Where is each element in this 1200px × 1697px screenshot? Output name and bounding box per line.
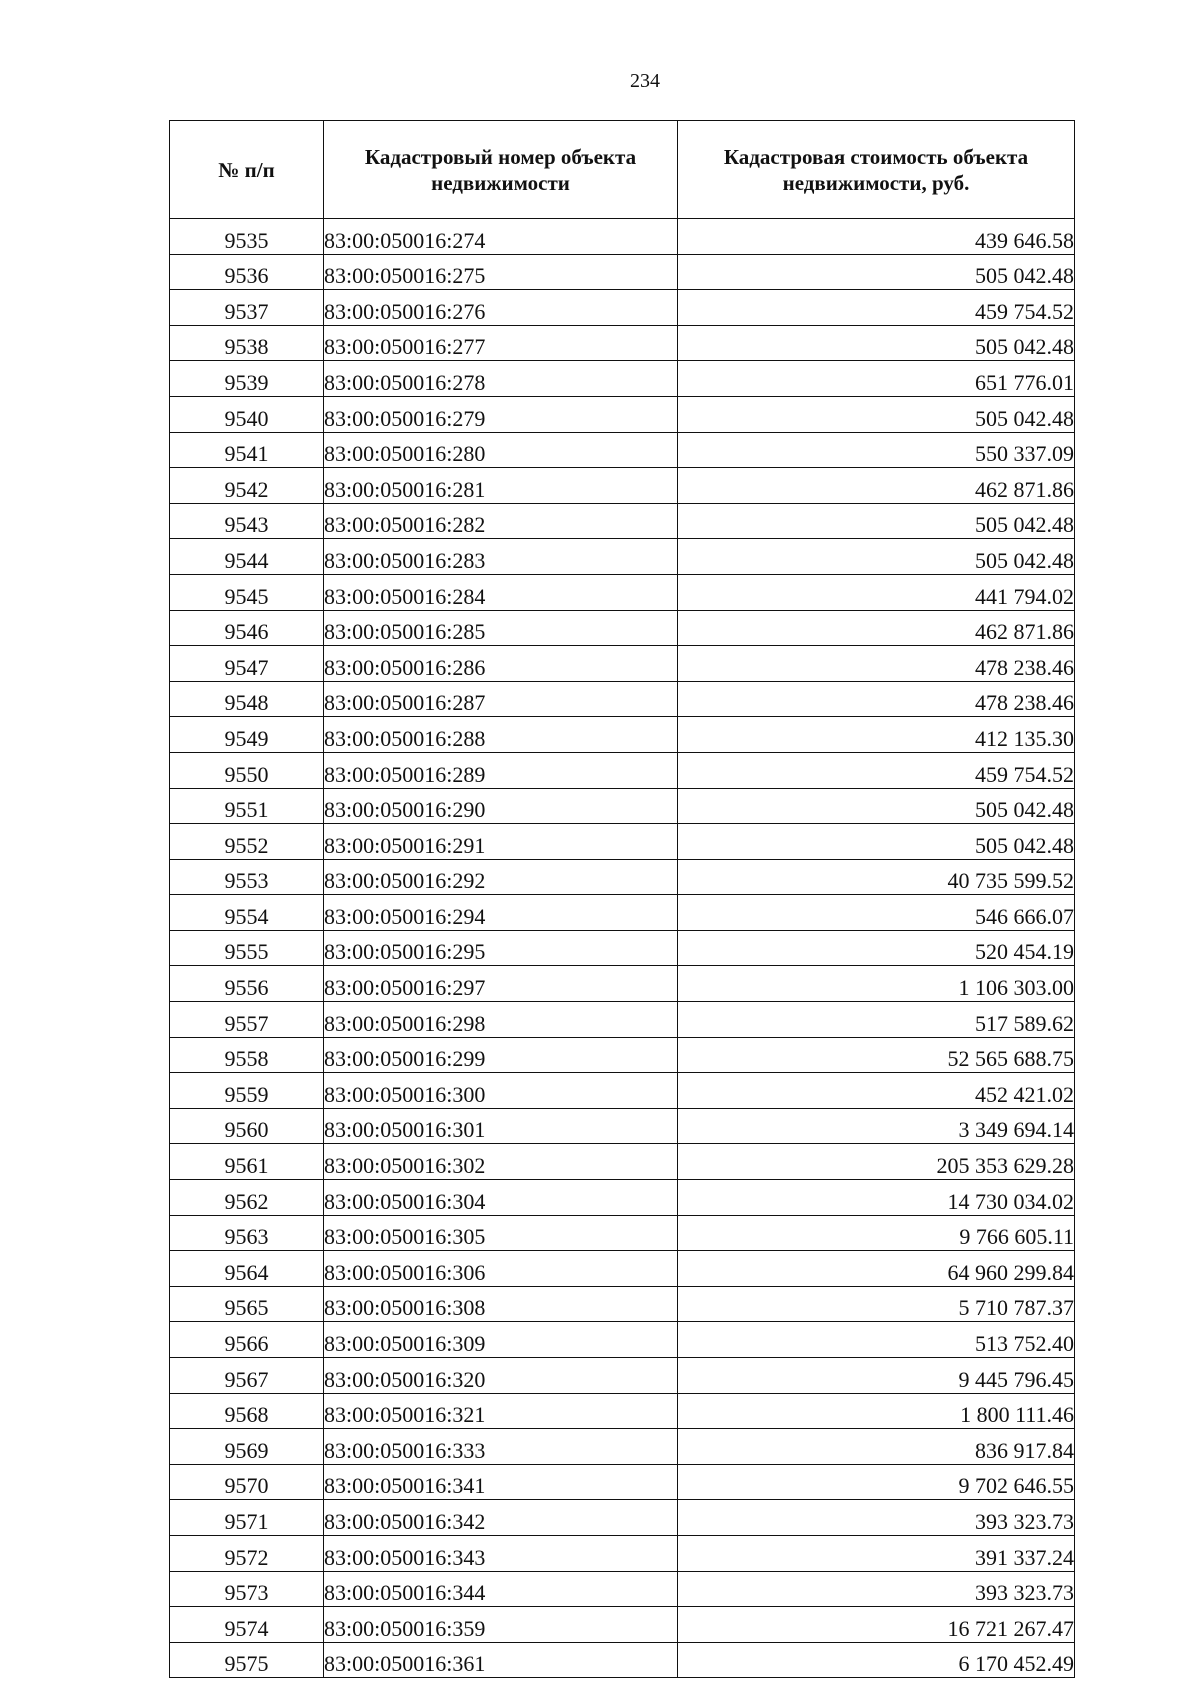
row-cadastral-value: 505 042.48 [678, 396, 1075, 432]
table-row [170, 1322, 1075, 1358]
row-cadastral-number: 83:00:050016:277 [324, 325, 678, 361]
row-cadastral-number: 83:00:050016:287 [324, 681, 678, 717]
table-row [170, 895, 1075, 931]
header-row [170, 121, 1075, 219]
table-row [170, 752, 1075, 788]
row-cadastral-number: 83:00:050016:283 [324, 539, 678, 575]
row-cadastral-value: 546 666.07 [678, 895, 1075, 931]
row-cadastral-number: 83:00:050016:289 [324, 752, 678, 788]
row-cadastral-value: 459 754.52 [678, 752, 1075, 788]
row-number: 9557 [170, 1002, 324, 1038]
row-cadastral-number: 83:00:050016:304 [324, 1180, 678, 1216]
row-number: 9544 [170, 539, 324, 575]
row-cadastral-number: 83:00:050016:282 [324, 503, 678, 539]
row-cadastral-value: 1 106 303.00 [678, 966, 1075, 1002]
row-number: 9566 [170, 1322, 324, 1358]
row-cadastral-number: 83:00:050016:290 [324, 788, 678, 824]
row-number: 9564 [170, 1251, 324, 1287]
row-cadastral-number: 83:00:050016:285 [324, 610, 678, 646]
row-number: 9539 [170, 361, 324, 397]
row-cadastral-value: 517 589.62 [678, 1002, 1075, 1038]
row-number: 9538 [170, 325, 324, 361]
row-cadastral-value: 64 960 299.84 [678, 1251, 1075, 1287]
table-row [170, 1037, 1075, 1073]
row-number: 9569 [170, 1429, 324, 1465]
table-row [170, 1358, 1075, 1394]
row-number: 9567 [170, 1358, 324, 1394]
row-number: 9554 [170, 895, 324, 931]
table-row [170, 503, 1075, 539]
row-number: 9545 [170, 574, 324, 610]
row-number: 9573 [170, 1571, 324, 1607]
row-number: 9549 [170, 717, 324, 753]
row-cadastral-value: 513 752.40 [678, 1322, 1075, 1358]
table-row [170, 1251, 1075, 1287]
row-cadastral-number: 83:00:050016:276 [324, 290, 678, 326]
row-cadastral-value: 3 349 694.14 [678, 1108, 1075, 1144]
row-cadastral-number: 83:00:050016:284 [324, 574, 678, 610]
table-row [170, 966, 1075, 1002]
row-cadastral-number: 83:00:050016:302 [324, 1144, 678, 1180]
table-row [170, 930, 1075, 966]
row-number: 9568 [170, 1393, 324, 1429]
row-number: 9546 [170, 610, 324, 646]
row-cadastral-value: 393 323.73 [678, 1500, 1075, 1536]
row-cadastral-number: 83:00:050016:301 [324, 1108, 678, 1144]
row-cadastral-value: 459 754.52 [678, 290, 1075, 326]
row-number: 9536 [170, 254, 324, 290]
row-cadastral-value: 439 646.58 [678, 219, 1075, 255]
table-row [170, 1108, 1075, 1144]
row-cadastral-number: 83:00:050016:291 [324, 824, 678, 860]
row-cadastral-number: 83:00:050016:306 [324, 1251, 678, 1287]
row-cadastral-value: 40 735 599.52 [678, 859, 1075, 895]
row-number: 9535 [170, 219, 324, 255]
row-cadastral-number: 83:00:050016:344 [324, 1571, 678, 1607]
row-number: 9560 [170, 1108, 324, 1144]
row-cadastral-number: 83:00:050016:281 [324, 468, 678, 504]
row-number: 9548 [170, 681, 324, 717]
row-cadastral-number: 83:00:050016:361 [324, 1642, 678, 1678]
row-cadastral-number: 83:00:050016:298 [324, 1002, 678, 1038]
row-cadastral-value: 505 042.48 [678, 788, 1075, 824]
row-cadastral-value: 505 042.48 [678, 539, 1075, 575]
table-row [170, 1393, 1075, 1429]
row-cadastral-value: 9 702 646.55 [678, 1464, 1075, 1500]
table-row [170, 1180, 1075, 1216]
table-row [170, 468, 1075, 504]
table-row [170, 646, 1075, 682]
row-number: 9561 [170, 1144, 324, 1180]
row-cadastral-value: 651 776.01 [678, 361, 1075, 397]
table-row [170, 1607, 1075, 1643]
page-number: 234 [630, 70, 660, 92]
row-number: 9555 [170, 930, 324, 966]
row-cadastral-value: 52 565 688.75 [678, 1037, 1075, 1073]
row-number: 9575 [170, 1642, 324, 1678]
row-cadastral-value: 391 337.24 [678, 1535, 1075, 1571]
table-row [170, 788, 1075, 824]
table-row [170, 325, 1075, 361]
table-row [170, 574, 1075, 610]
row-cadastral-number: 83:00:050016:341 [324, 1464, 678, 1500]
table-row [170, 539, 1075, 575]
header-cadastral-value: Кадастровая стоимость объекта недвижимости, руб. [678, 121, 1075, 219]
row-cadastral-number: 83:00:050016:343 [324, 1535, 678, 1571]
row-cadastral-value: 452 421.02 [678, 1073, 1075, 1109]
row-cadastral-number: 83:00:050016:321 [324, 1393, 678, 1429]
header-num: № п/п [170, 121, 324, 219]
row-number: 9565 [170, 1286, 324, 1322]
row-number: 9537 [170, 290, 324, 326]
table-row [170, 1002, 1075, 1038]
row-cadastral-number: 83:00:050016:294 [324, 895, 678, 931]
row-number: 9541 [170, 432, 324, 468]
row-number: 9571 [170, 1500, 324, 1536]
row-number: 9547 [170, 646, 324, 682]
row-cadastral-number: 83:00:050016:275 [324, 254, 678, 290]
table-header [170, 121, 1075, 219]
table-row [170, 432, 1075, 468]
table-row [170, 824, 1075, 860]
table-row [170, 1144, 1075, 1180]
table-row [170, 610, 1075, 646]
table-row [170, 1571, 1075, 1607]
row-cadastral-number: 83:00:050016:308 [324, 1286, 678, 1322]
row-number: 9563 [170, 1215, 324, 1251]
table-row [170, 681, 1075, 717]
row-cadastral-number: 83:00:050016:320 [324, 1358, 678, 1394]
row-cadastral-value: 441 794.02 [678, 574, 1075, 610]
row-cadastral-number: 83:00:050016:295 [324, 930, 678, 966]
row-cadastral-value: 1 800 111.46 [678, 1393, 1075, 1429]
row-number: 9559 [170, 1073, 324, 1109]
table-row [170, 717, 1075, 753]
table-row [170, 219, 1075, 255]
row-cadastral-value: 14 730 034.02 [678, 1180, 1075, 1216]
table-row [170, 361, 1075, 397]
row-cadastral-value: 205 353 629.28 [678, 1144, 1075, 1180]
row-number: 9552 [170, 824, 324, 860]
row-cadastral-value: 462 871.86 [678, 468, 1075, 504]
row-cadastral-value: 505 042.48 [678, 824, 1075, 860]
table-row [170, 290, 1075, 326]
row-cadastral-number: 83:00:050016:342 [324, 1500, 678, 1536]
row-cadastral-value: 9 445 796.45 [678, 1358, 1075, 1394]
row-cadastral-value: 505 042.48 [678, 503, 1075, 539]
table-row [170, 396, 1075, 432]
row-cadastral-number: 83:00:050016:288 [324, 717, 678, 753]
table-row [170, 1429, 1075, 1465]
row-cadastral-value: 393 323.73 [678, 1571, 1075, 1607]
row-cadastral-number: 83:00:050016:299 [324, 1037, 678, 1073]
row-cadastral-number: 83:00:050016:305 [324, 1215, 678, 1251]
row-number: 9574 [170, 1607, 324, 1643]
row-cadastral-number: 83:00:050016:333 [324, 1429, 678, 1465]
row-cadastral-number: 83:00:050016:274 [324, 219, 678, 255]
row-cadastral-value: 5 710 787.37 [678, 1286, 1075, 1322]
row-cadastral-value: 505 042.48 [678, 254, 1075, 290]
row-number: 9543 [170, 503, 324, 539]
row-number: 9542 [170, 468, 324, 504]
row-cadastral-number: 83:00:050016:309 [324, 1322, 678, 1358]
row-number: 9540 [170, 396, 324, 432]
row-cadastral-value: 16 721 267.47 [678, 1607, 1075, 1643]
row-number: 9553 [170, 859, 324, 895]
row-cadastral-number: 83:00:050016:297 [324, 966, 678, 1002]
row-cadastral-value: 462 871.86 [678, 610, 1075, 646]
table-row [170, 1286, 1075, 1322]
row-cadastral-value: 6 170 452.49 [678, 1642, 1075, 1678]
table-row [170, 1215, 1075, 1251]
row-number: 9572 [170, 1535, 324, 1571]
row-number: 9558 [170, 1037, 324, 1073]
row-cadastral-number: 83:00:050016:280 [324, 432, 678, 468]
row-cadastral-value: 478 238.46 [678, 681, 1075, 717]
table-body [170, 219, 1075, 1678]
row-cadastral-number: 83:00:050016:359 [324, 1607, 678, 1643]
row-cadastral-number: 83:00:050016:292 [324, 859, 678, 895]
row-cadastral-value: 505 042.48 [678, 325, 1075, 361]
row-cadastral-number: 83:00:050016:286 [324, 646, 678, 682]
table-row [170, 1642, 1075, 1678]
row-cadastral-value: 836 917.84 [678, 1429, 1075, 1465]
cadastral-value-table [169, 120, 1075, 1678]
row-number: 9556 [170, 966, 324, 1002]
row-cadastral-number: 83:00:050016:279 [324, 396, 678, 432]
row-cadastral-value: 520 454.19 [678, 930, 1075, 966]
table-row [170, 254, 1075, 290]
row-cadastral-value: 478 238.46 [678, 646, 1075, 682]
table-row [170, 859, 1075, 895]
row-number: 9550 [170, 752, 324, 788]
row-number: 9570 [170, 1464, 324, 1500]
table-row [170, 1535, 1075, 1571]
table-row [170, 1073, 1075, 1109]
row-cadastral-number: 83:00:050016:300 [324, 1073, 678, 1109]
row-number: 9551 [170, 788, 324, 824]
row-cadastral-value: 412 135.30 [678, 717, 1075, 753]
table-row [170, 1500, 1075, 1536]
row-cadastral-value: 550 337.09 [678, 432, 1075, 468]
row-cadastral-number: 83:00:050016:278 [324, 361, 678, 397]
row-cadastral-value: 9 766 605.11 [678, 1215, 1075, 1251]
row-number: 9562 [170, 1180, 324, 1216]
header-cadastral-number: Кадастровый номер объекта недвижимости [324, 121, 678, 219]
table-row [170, 1464, 1075, 1500]
